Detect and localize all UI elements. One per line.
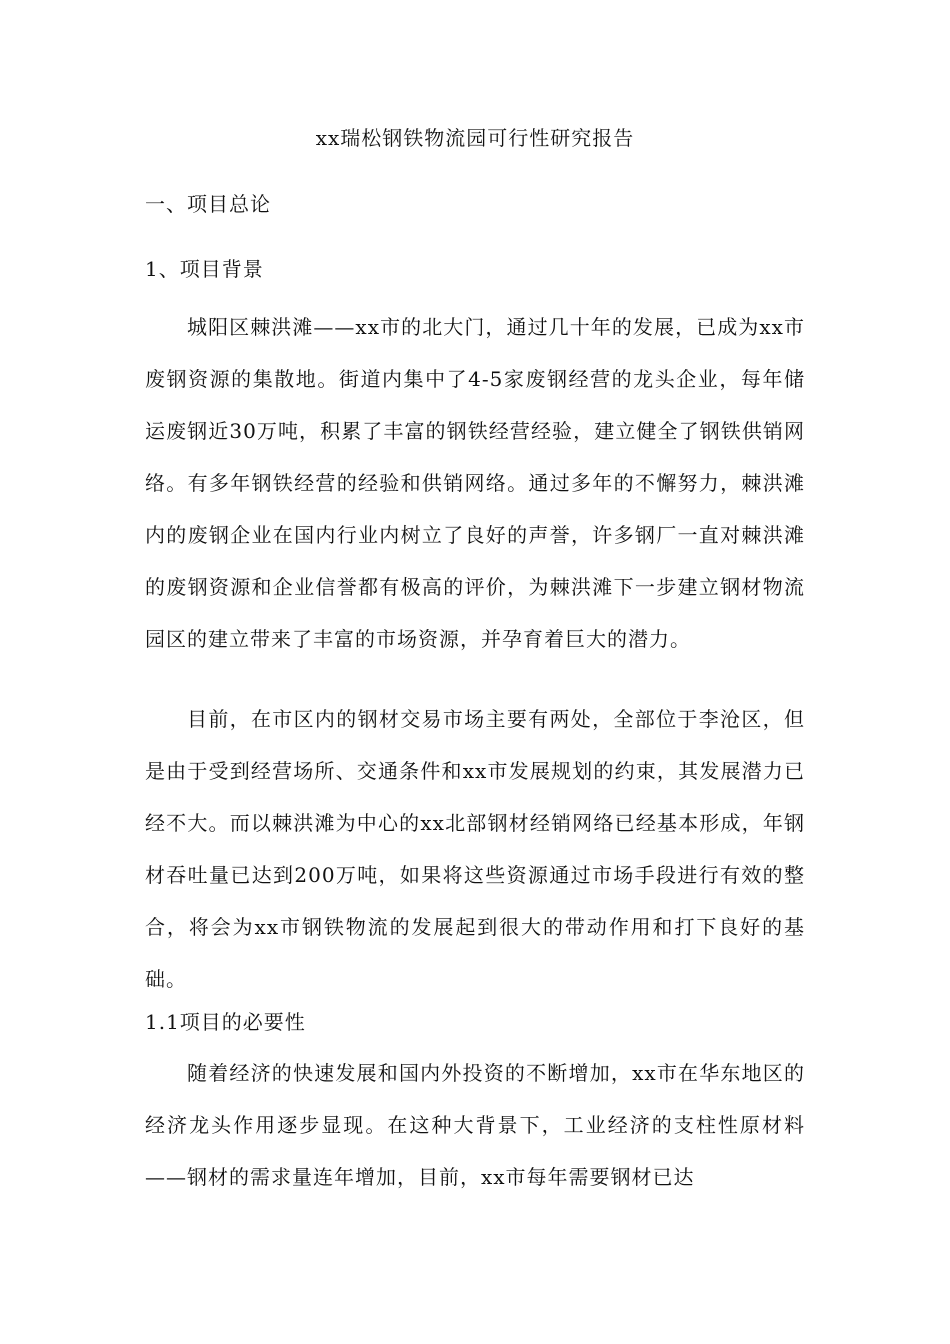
subsection-heading-project-background: 1、项目背景 <box>145 257 264 281</box>
paragraph-necessity-1: 随着经济的快速发展和国内外投资的不断增加，xx市在华东地区的经济龙头作用逐步显现。在这种大背景下，工业经济的支柱性原材料——钢材的需求量连年增加，目前，xx市每年需要钢材已达 <box>145 1061 805 1189</box>
document-title: xx瑞松钢铁物流园可行性研究报告 <box>315 126 635 150</box>
section-heading-project-overview: 一、项目总论 <box>145 192 271 216</box>
paragraph-background-2: 目前，在市区内的钢材交易市场主要有两处，全部位于李沧区，但是由于受到经营场所、交通条件和xx市发展规划的约束，其发展潜力已经不大。而以棘洪滩为中心的xx北部钢材经销网络已经基本形成，年钢材吞吐量已达到200万吨，如果将这些资源通过市场手段进行有效的整合，将会为xx市钢铁物流的发展起到很大的带动作用和打下良好的基础。 <box>145 707 805 991</box>
subsection-heading-necessity: 1.1项目的必要性 <box>145 1010 306 1034</box>
paragraph-background-1: 城阳区棘洪滩——xx市的北大门，通过几十年的发展，已成为xx市废钢资源的集散地。街道内集中了4-5家废钢经营的龙头企业，每年储运废钢近30万吨，积累了丰富的钢铁经营经验，建立健全了钢铁供销网络。有多年钢铁经营的经验和供销网络。通过多年的不懈努力，棘洪滩内的废钢企业在国内行业内树立了良好的声誉，许多钢厂一直对棘洪滩的废钢资源和企业信誉都有极高的评价，为棘洪滩下一步建立钢材物流园区的建立带来了丰富的市场资源，并孕育着巨大的潜力。 <box>145 315 805 651</box>
